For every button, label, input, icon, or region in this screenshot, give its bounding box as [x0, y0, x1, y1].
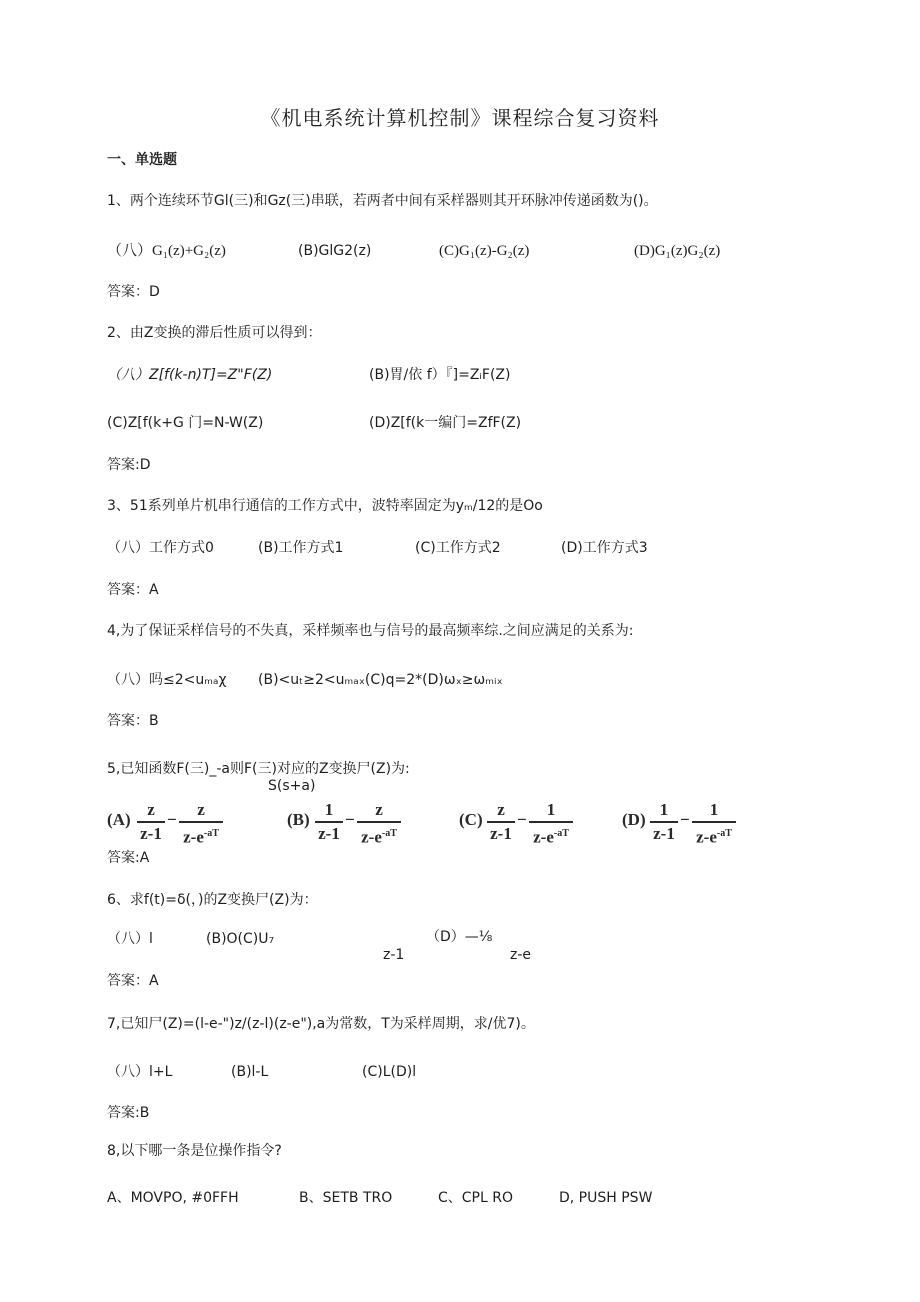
question-2-answer: 答案:D [107, 457, 151, 473]
question-1-option-a: （八）G₁(z)+G₂(z) [107, 243, 226, 259]
fraction-2: z $z-e^{-aT}$ [357, 800, 401, 848]
question-8-option-b: B、SETB TRO [299, 1190, 393, 1206]
question-2-option-b: (B)胃/依 f）『]=ZᵢF(Z) [369, 367, 511, 383]
question-8-option-c: C、CPL RO [438, 1190, 513, 1206]
fraction-2: 1 $z-e^{-aT}$ [692, 800, 736, 848]
question-6-stem: 6、求f(t)=δ(，)的Z变换尸(Z)为： [107, 892, 318, 908]
fraction-2: z $z-e^{-aT}$ [179, 800, 223, 848]
question-7-stem: 7,已知尸(Z)=(l-e-")z/(z-l)(z-e"),a为常数，T为采样周期，求/优7)。 [107, 1016, 535, 1032]
question-3-option-a: （八）工作方式0 [107, 540, 214, 556]
fraction-1: z z-1 [137, 800, 165, 844]
question-6-denominator-1: z-1 [383, 947, 405, 963]
question-1-option-d: (D)G₁(z)G₂(z) [634, 243, 721, 259]
document-title: 《机电系统计算机控制》课程综合复习资料 [260, 106, 660, 130]
fraction-1: z z-1 [487, 800, 515, 844]
question-3-option-b: (B)工作方式1 [258, 540, 344, 556]
question-3-option-d: (D)工作方式3 [561, 540, 648, 556]
question-7-option-a: （八）l+L [107, 1064, 173, 1080]
document-page: 《机电系统计算机控制》课程综合复习资料 一、单选题 1、两个连续环节Gl(三)和Gz(三)串联，若两者中间有采样器则其开环脉冲传递函数为()。 （八）G₁(z)+G₂(z) (B)GlG2(z) (C)G₁(z)-G₂(z) (D)G₁(z)G₂(z) 答案：D 2、由Z变换的滞后性质可以得到： （八）Z[f(k-n)T]=Z"F(Z) (B)胃/依 f）『]=ZᵢF(Z) (C)Z[f(k+G 门=N-W(Z) (D)Z[f(k一编门=ZfF(Z) 答案:D 3、51系列单片机串行通信的工作方式中，波特率固定为yₘ/12的是Oo （八）工作方式0 (B)工作方式1 (C)工作方式2 (D)工作方式3 答案：A 4,为了保证采样信号的不失真，采样频率也与信号的最高频率综.之间应满足的关系为: （八）吗≤2<uₘₐχ (B)<uₜ≥2<uₘₐₓ(C)q=2*(D)ωₓ≥ωₘᵢₓ 答案：B 5,已知函数F(三)_-a则F(三)对应的Z变换尸(Z)为: S(s+a) (A) z z-1 − z $z-e^{-aT}$ (B) 1 z-1 − z $z-e^{-aT}$ (C) z z-1 − 1 $z-e^{-aT}$ (D) 1 z-1 − 1 $z-e^{-aT}$ 答案:A 6、求f(t)=δ(，)的Z变换尸(Z)为： （八）l (B)O(C)U₇ （D）—⅛ z-1 z-e 答案：A 7,已知尸(Z)=(l-e-")z/(z-l)(z-e"),a为常数，T为采样周期，求/优7)。 （八）l+L (B)l-L (C)L(D)l 答案:B 8,以下哪一条是位操作指令? A、MOVPO, #0FFH B、SETB TRO C、CPL RO D, PUSH PSW [0, 0, 920, 1302]
question-4-option-bcd: (B)<uₜ≥2<uₘₐₓ(C)q=2*(D)ωₓ≥ωₘᵢₓ [258, 672, 503, 688]
question-6-option-d: （D）—⅛ [426, 929, 493, 945]
question-5-answer: 答案:A [107, 850, 150, 866]
question-1-option-c: (C)G₁(z)-G₂(z) [439, 243, 530, 259]
question-1-option-b: (B)GlG2(z) [298, 243, 372, 259]
question-3-option-c: (C)工作方式2 [415, 540, 501, 556]
question-7-answer: 答案:B [107, 1105, 150, 1121]
question-2-option-c: (C)Z[f(k+G 门=N-W(Z) [107, 415, 264, 431]
option-label: (D) [622, 810, 646, 829]
question-8-stem: 8,以下哪一条是位操作指令? [107, 1143, 282, 1159]
question-1-stem: 1、两个连续环节Gl(三)和Gz(三)串联，若两者中间有采样器则其开环脉冲传递函数为()。 [107, 193, 658, 209]
question-3-stem: 3、51系列单片机串行通信的工作方式中，波特率固定为yₘ/12的是Oo [107, 498, 543, 514]
fraction-1: 1 z-1 [650, 800, 678, 844]
question-4-stem: 4,为了保证采样信号的不失真，采样频率也与信号的最高频率综.之间应满足的关系为: [107, 623, 634, 639]
question-6-denominator-2: z-e [510, 947, 532, 963]
question-8-option-d: D, PUSH PSW [559, 1190, 653, 1206]
option-label: (A) [107, 810, 131, 829]
question-6-answer: 答案：A [107, 973, 159, 989]
question-7-option-cd: (C)L(D)l [362, 1064, 417, 1080]
option-label: (C) [459, 810, 483, 829]
question-3-answer: 答案：A [107, 582, 159, 598]
question-5-stem: 5,已知函数F(三)_-a则F(三)对应的Z变换尸(Z)为: [107, 761, 410, 777]
question-7-option-b: (B)l-L [231, 1064, 269, 1080]
fraction-2: 1 $z-e^{-aT}$ [529, 800, 573, 848]
question-2-option-d: (D)Z[f(k一编门=ZfF(Z) [369, 415, 522, 431]
question-4-option-a: （八）吗≤2<uₘₐχ [107, 672, 227, 688]
question-2-option-a: （八）Z[f(k-n)T]=Z"F(Z) [107, 367, 273, 383]
question-4-answer: 答案：B [107, 713, 159, 729]
question-5-stem-denominator: S(s+a) [268, 778, 316, 794]
fraction-1: 1 z-1 [315, 800, 343, 844]
question-6-option-bc: (B)O(C)U₇ [206, 931, 275, 947]
question-2-stem: 2、由Z变换的滞后性质可以得到： [107, 325, 322, 341]
question-1-answer: 答案：D [107, 284, 160, 300]
option-label: (B) [287, 810, 310, 829]
section-heading: 一、单选题 [107, 152, 177, 168]
question-8-option-a: A、MOVPO, #0FFH [107, 1190, 239, 1206]
question-6-option-a: （八）l [107, 931, 153, 947]
